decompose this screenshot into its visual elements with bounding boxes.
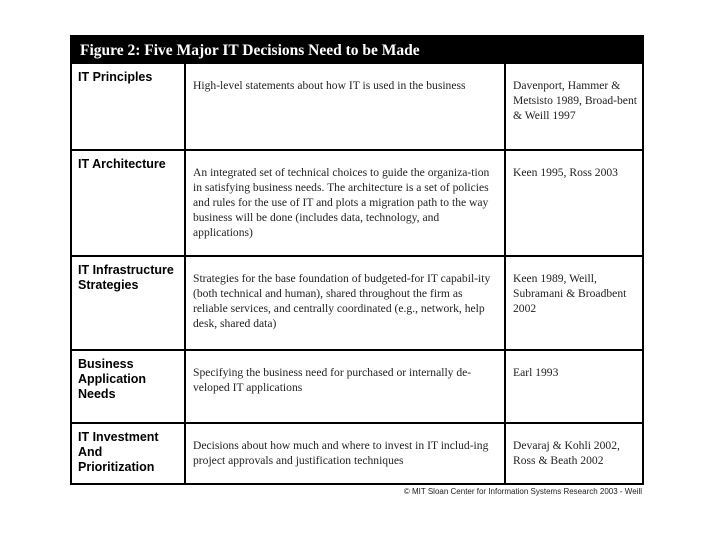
copyright-footer: © MIT Sloan Center for Information Systems Research 2003 - Weill (403, 487, 642, 496)
references-cell: Davenport, Hammer & Metsisto 1989, Broad-bent & Weill 1997 (513, 79, 637, 122)
decision-cell: IT Architecture (72, 151, 186, 255)
decisions-table (70, 35, 644, 485)
description-cell: High-level statements about how IT is used in the business (186, 64, 506, 149)
decision-cell: Business Application Needs (72, 351, 186, 422)
table-row (72, 255, 642, 349)
table-row (72, 149, 642, 255)
description-cell: Specifying the business need for purchased or internally de-veloped IT applications (186, 351, 506, 422)
decision-cell: IT Infrastructure Strategies (72, 257, 186, 349)
references-cell: Devaraj & Kohli 2002, Ross & Beath 2002 (513, 439, 620, 467)
description-cell: An integrated set of technical choices to guide the organiza-tion in satisfying business needs. The architecture is a set of policies and rules for the use of IT and plots a migration path to the way business will be done (includes data, technology, and applications) (186, 151, 506, 255)
decision-cell: IT Principles (72, 64, 186, 149)
table-row (72, 349, 642, 422)
decision-cell: IT Investment And Prioritization (72, 424, 186, 483)
references-cell: Keen 1995, Ross 2003 (513, 166, 618, 179)
figure-title: Figure 2: Five Major IT Decisions Need to be Made (72, 37, 642, 64)
references-cell: Earl 1993 (513, 366, 559, 379)
table-row (72, 422, 642, 483)
table-row (72, 64, 642, 149)
description-cell: Strategies for the base foundation of budgeted-for IT capabil-ity (both technical and human), shared throughout the firm as reliable services, and centrally coordinated (e.g., network, help desk, shared data) (186, 257, 506, 349)
description-cell: Decisions about how much and where to invest in IT includ-ing project approvals and justification techniques (186, 424, 506, 483)
references-cell: Keen 1989, Weill, Subramani & Broadbent 2002 (513, 272, 627, 315)
